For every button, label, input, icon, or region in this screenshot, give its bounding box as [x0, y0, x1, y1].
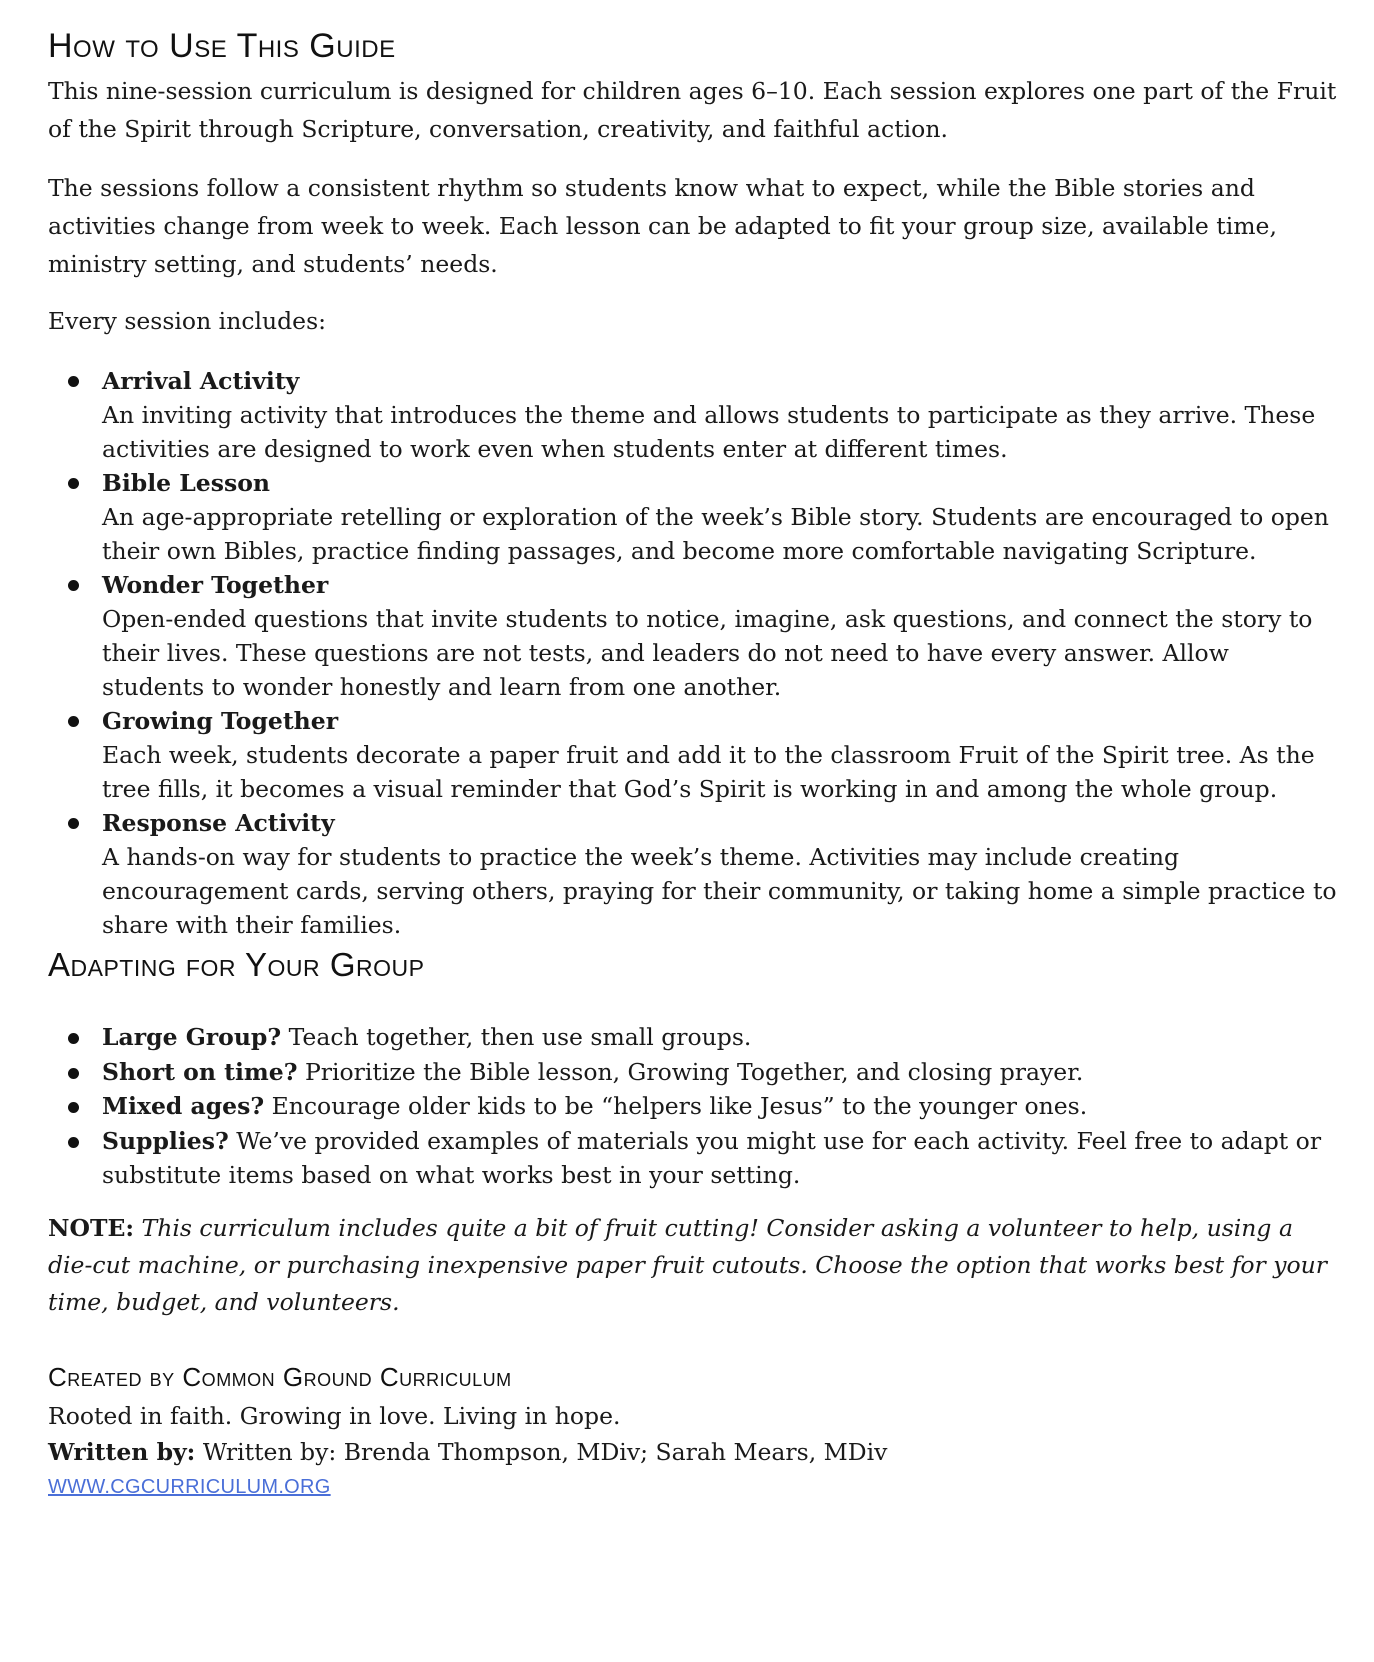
- list-item: [48, 806, 1338, 942]
- item-title: Growing Together: [102, 707, 339, 735]
- bullet-icon: [68, 1033, 79, 1044]
- note-paragraph: [48, 1210, 1338, 1321]
- bullet-icon: [68, 580, 79, 591]
- tip-lead: Supplies?: [102, 1126, 229, 1155]
- list-item: [48, 1055, 1338, 1090]
- intro-paragraph-2: The sessions follow a consistent rhythm so students know what to expect, while the Bible stories and activities change from week to week. Each lesson can be adapted to fit your group size, available time, ministry setting, and students’ needs.: [48, 174, 1277, 278]
- tip-text: Prioritize the Bible lesson, Growing Together, and closing prayer.: [297, 1057, 1084, 1086]
- note-label: NOTE:: [48, 1214, 135, 1242]
- includes-lead: Every session includes:: [48, 307, 327, 335]
- item-title: Wonder Together: [102, 571, 329, 599]
- item-title: Arrival Activity: [102, 367, 300, 395]
- list-item: [48, 1020, 1338, 1055]
- bullet-icon: [68, 818, 79, 829]
- tip-lead: Large Group?: [102, 1023, 282, 1051]
- bullet-icon: [68, 1102, 79, 1113]
- authors-line: [48, 1435, 887, 1469]
- tip-lead: Short on time?: [102, 1057, 298, 1086]
- list-item: [48, 1124, 1338, 1193]
- item-description: Open-ended questions that invite students to notice, imagine, ask questions, and connect the story to their lives. These questions are not tests, and leaders do not need to have every answer. Allow students to wonder honestly and learn from one another.: [102, 605, 1313, 701]
- credits-heading: Created by Common Ground Curriculum: [48, 1362, 512, 1392]
- item-description: An age-appropriate retelling or exploration of the week’s Bible story. Students are encouraged to open their own Bibles, practice finding passages, and become more comfortable navigating Scripture.: [102, 503, 1329, 565]
- tagline: Rooted in faith. Growing in love. Living in hope.: [48, 1402, 621, 1430]
- item-title: Response Activity: [102, 809, 335, 837]
- adapting-title: Adapting for Your Group: [48, 946, 425, 983]
- bullet-icon: [68, 1068, 79, 1079]
- list-item: [48, 1089, 1338, 1124]
- session-components-list: [48, 364, 1338, 942]
- authors-text: Written by: Brenda Thompson, MDiv; Sarah Mears, MDiv: [195, 1438, 888, 1466]
- authors-label: Written by:: [48, 1438, 196, 1466]
- bullet-icon: [68, 716, 79, 727]
- bullet-icon: [68, 376, 79, 387]
- tip-lead: Mixed ages?: [102, 1092, 265, 1120]
- list-item: [48, 364, 1338, 466]
- tip-text: Teach together, then use small groups.: [281, 1023, 752, 1051]
- list-item: [48, 704, 1338, 806]
- item-title: Bible Lesson: [102, 469, 270, 497]
- note-text: This curriculum includes quite a bit of fruit cutting! Consider asking a volunteer to help, using a die-cut machine, or purchasing inexpensive paper fruit cutouts. Choose the option that works best for your time, budget, and volunteers.: [48, 1214, 1328, 1316]
- list-item: [48, 466, 1338, 568]
- adapting-tips-list: [48, 1020, 1338, 1193]
- tip-text: Encourage older kids to be “helpers like Jesus” to the younger ones.: [264, 1092, 1088, 1120]
- item-description: An inviting activity that introduces the theme and allows students to participate as they arrive. These activities are designed to work even when students enter at different times.: [102, 401, 1316, 463]
- bullet-icon: [68, 1137, 79, 1148]
- list-item: [48, 568, 1338, 704]
- intro-paragraph-1: This nine-session curriculum is designed for children ages 6–10. Each session explores one part of the Fruit of the Spirit through Scripture, conversation, creativity, and faithful action.: [48, 77, 1337, 143]
- item-description: Each week, students decorate a paper fruit and add it to the classroom Fruit of the Spirit tree. As the tree fills, it becomes a visual reminder that God’s Spirit is working in and among the whole group.: [102, 741, 1315, 803]
- bullet-icon: [68, 478, 79, 489]
- item-description: A hands-on way for students to practice the week’s theme. Activities may include creating encouragement cards, serving others, praying for their community, or taking home a simple practice to share with their families.: [102, 843, 1337, 939]
- website-link[interactable]: WWW.CGCURRICULUM.ORG: [48, 1476, 331, 1498]
- tip-text: We’ve provided examples of materials you might use for each activity. Feel free to adapt or substitute items based on what works best in your setting.: [102, 1126, 1322, 1189]
- guide-title: How to Use This Guide: [48, 27, 396, 65]
